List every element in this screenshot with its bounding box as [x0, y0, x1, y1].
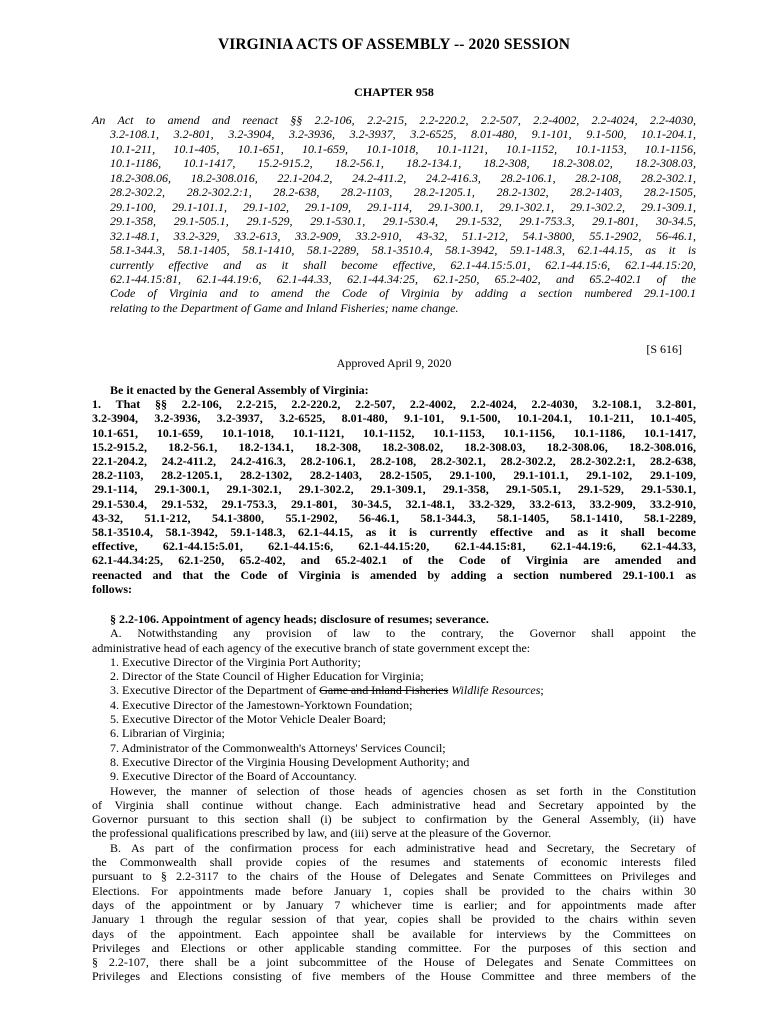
enact-line: 58.1-3510.4, 58.1-3942, 59.1-148.3, 62.1-44.15, as it is currently effective and as it shall become — [92, 525, 696, 540]
act-description — [92, 113, 696, 315]
document-title: VIRGINIA ACTS OF ASSEMBLY -- 2020 SESSION — [217, 36, 571, 53]
act-line: An Act to amend and reenact §§ 2.2-106, 2.2-215, 2.2-220.2, 2.2-507, 2.2-4002, 2.2-4024, 2.2-4030, — [92, 113, 696, 127]
section-body — [92, 612, 696, 984]
enact-line: 1. That §§ 2.2-106, 2.2-215, 2.2-220.2, 2.2-507, 2.2-4002, 2.2-4024, 2.2-4030, 3.2-108.1, 3.2-801, — [92, 397, 696, 412]
list-item-text: ; — [540, 683, 544, 698]
enact-line: 43-32, 51.1-212, 54.1-3800, 55.1-2902, 56-46.1, 58.1-344.3, 58.1-1405, 58.1-1410, 58.1-2289, — [92, 510, 696, 525]
section-heading: § 2.2-106. Appointment of agency heads; disclosure of resumes; severance. — [110, 612, 489, 626]
act-line: 3.2-108.1, 3.2-801, 3.2-3904, 3.2-3936, 3.2-3937, 3.2-6525, 8.01-480, 9.1-101, 9.1-500, 10.1-204.1, — [110, 127, 696, 142]
enact-line: 62.1-44.34:25, 62.1-250, 65.2-402, and 65.2-402.1 of the Code of Virginia are amended and — [92, 553, 696, 568]
paragraph-however-line: of Virginia shall continue without change. Each administrative head and Secretary appointed by the — [92, 797, 696, 812]
act-line: 10.1-211, 10.1-405, 10.1-651, 10.1-659, 10.1-1018, 10.1-1121, 10.1-1152, 10.1-1153, 10.1-1156, — [110, 141, 696, 156]
act-line: 62.1-44.15:81, 62.1-44.19:6, 62.1-44.33, 62.1-44.34:25, 62.1-250, 65.2-402, and 65.2-402.1 of the — [110, 271, 696, 286]
enact-line: 29.1-530.4, 29.1-532, 29.1-753.3, 29.1-801, 30-34.5, 32.1-48.1, 33.2-329, 33.2-613, 33.2-909, 33.2-910, — [92, 496, 696, 511]
enact-line: effective, 62.1-44.15:5.01, 62.1-44.15:6, 62.1-44.15:20, 62.1-44.15:81, 62.1-44.19:6, 62.1-44.33, — [92, 539, 696, 554]
approval-date: Approved April 9, 2020 — [336, 356, 452, 370]
enact-line: 29.1-114, 29.1-300.1, 29.1-302.1, 29.1-302.2, 29.1-309.1, 29.1-358, 29.1-505.1, 29.1-529, 29.1-530.1, — [92, 482, 696, 497]
list-item: 1. Executive Director of the Virginia Port Authority; — [110, 654, 361, 669]
act-line: 28.2-302.2, 28.2-302.2:1, 28.2-638, 28.2-1103, 28.2-1205.1, 28.2-1302, 28.2-1403, 28.2-1505, — [110, 185, 696, 200]
act-line: 58.1-344.3, 58.1-1405, 58.1-1410, 58.1-2289, 58.1-3510.4, 58.1-3942, 59.1-148.3, 62.1-44.15, as it is — [110, 243, 696, 258]
chapter-heading: CHAPTER 958 — [354, 85, 434, 99]
enact-line: follows: — [92, 581, 132, 596]
paragraph-b-line: § 2.2-107, there shall be a joint subcommittee of the House of Delegates and Senate Committees on — [92, 955, 696, 970]
act-line: 29.1-100, 29.1-101.1, 29.1-102, 29.1-109, 29.1-114, 29.1-300.1, 29.1-302.1, 29.1-302.2, 29.1-309.1, — [110, 199, 696, 214]
paragraph-b-line: days of the appointment. Each appointee shall be available for interviews by the Committees on — [92, 926, 696, 941]
paragraph-b-line: January 1 through the regular session of that year, copies shall be provided to the chairs within seven — [92, 912, 696, 927]
list-item: 9. Executive Director of the Board of Accountancy. — [110, 769, 357, 784]
paragraph-b-line: pursuant to § 2.2-3117 to the chairs of the House of Delegates and Senate Committees on Privileges and — [92, 869, 696, 884]
enact-line: reenacted and that the Code of Virginia is amended by adding a section numbered 29.1-100.1 as — [92, 567, 696, 582]
act-line: currently effective and as it shall become effective, 62.1-44.15:5.01, 62.1-44.15:6, 62.1-44.15:20, — [110, 257, 696, 272]
paragraph-b-line: the Commonwealth shall provide copies of the resumes and statements of economic interests filed — [92, 855, 696, 870]
enacting-clause — [92, 383, 696, 596]
list-item: 5. Executive Director of the Motor Vehicle Dealer Board; — [110, 712, 387, 727]
list-item — [92, 683, 696, 697]
enact-line: Be it enacted by the General Assembly of Virginia: — [110, 383, 369, 397]
list-item-text: 3. Executive Director of the Department of — [110, 683, 320, 698]
act-line: 18.2-308.06, 18.2-308.016, 22.1-204.2, 24.2-411.2, 24.2-416.3, 28.2-106.1, 28.2-108, 28.2-302.1, — [110, 170, 696, 185]
paragraph-b-line: Privileges and Elections consisting of five members of the House Committee and three members of the — [92, 969, 696, 984]
inserted-text: Wildlife Resources — [448, 683, 541, 698]
list-item: 2. Director of the State Council of Higher Education for Virginia; — [110, 669, 424, 684]
act-line: relating to the Department of Game and Inland Fisheries; name change. — [110, 300, 459, 315]
paragraph-however-line: the professional qualifications prescribed by law, and (iii) serve at the pleasure of the Governor. — [92, 826, 552, 841]
act-line: 10.1-1186, 10.1-1417, 15.2-915.2, 18.2-56.1, 18.2-134.1, 18.2-308, 18.2-308.02, 18.2-308.03, — [110, 156, 696, 171]
paragraph-b-line: B. As part of the confirmation process for each administrative head and Secretary, the Secretary of — [110, 840, 696, 855]
paragraph-however-line: However, the manner of selection of those heads of agencies chosen as set forth in the Constitution — [110, 783, 696, 798]
paragraph-a-line: administrative head of each agency of the executive branch of state government except the: — [92, 640, 531, 655]
enact-line: 28.2-1103, 28.2-1205.1, 28.2-1302, 28.2-1403, 28.2-1505, 29.1-100, 29.1-101.1, 29.1-102, 29.1-109, — [92, 468, 696, 483]
bill-number: [S 616] — [646, 342, 682, 356]
paragraph-b-line: days of the appointment or by January 7 whichever time is earlier; and for appointments made after — [92, 897, 696, 912]
enact-line: 10.1-651, 10.1-659, 10.1-1018, 10.1-1121, 10.1-1152, 10.1-1153, 10.1-1156, 10.1-1186, 10.1-1417, — [92, 425, 696, 440]
paragraph-however-line: Governor pursuant to this section shall (i) be subject to confirmation by the General Assembly, (ii) have — [92, 812, 696, 827]
act-line: 32.1-48.1, 33.2-329, 33.2-613, 33.2-909, 33.2-910, 43-32, 51.1-212, 54.1-3800, 55.1-2902, 56-46.1, — [110, 228, 696, 243]
struck-text: Game and Inland Fisheries — [319, 683, 449, 698]
enact-line: 15.2-915.2, 18.2-56.1, 18.2-134.1, 18.2-308, 18.2-308.02, 18.2-308.03, 18.2-308.06, 18.2-308.016, — [92, 439, 696, 454]
list-item: 4. Executive Director of the Jamestown-Yorktown Foundation; — [110, 697, 413, 712]
list-item: 8. Executive Director of the Virginia Housing Development Authority; and — [110, 754, 470, 769]
act-line: 29.1-358, 29.1-505.1, 29.1-529, 29.1-530.1, 29.1-530.4, 29.1-532, 29.1-753.3, 29.1-801, 30-34.5, — [110, 214, 696, 229]
list-item: 6. Librarian of Virginia; — [110, 726, 225, 741]
act-line: Code of Virginia and to amend the Code of Virginia by adding a section numbered 29.1-100.1 — [110, 286, 696, 301]
paragraph-b-line: Privileges and Elections or other applicable standing committee. For the purposes of this section and — [92, 940, 696, 955]
paragraph-b-line: Elections. For appointments made before January 1, copies shall be provided to the chairs within 30 — [92, 883, 696, 898]
enact-line: 3.2-3904, 3.2-3936, 3.2-3937, 3.2-6525, 8.01-480, 9.1-101, 9.1-500, 10.1-204.1, 10.1-211, 10.1-405, — [92, 411, 696, 426]
enact-line: 22.1-204.2, 24.2-411.2, 24.2-416.3, 28.2-106.1, 28.2-108, 28.2-302.1, 28.2-302.2, 28.2-302.2:1, 28.2-638, — [92, 454, 696, 469]
list-item: 7. Administrator of the Commonwealth's Attorneys' Services Council; — [110, 740, 446, 755]
paragraph-a-line: A. Notwithstanding any provision of law to the contrary, the Governor shall appoint the — [110, 626, 696, 641]
